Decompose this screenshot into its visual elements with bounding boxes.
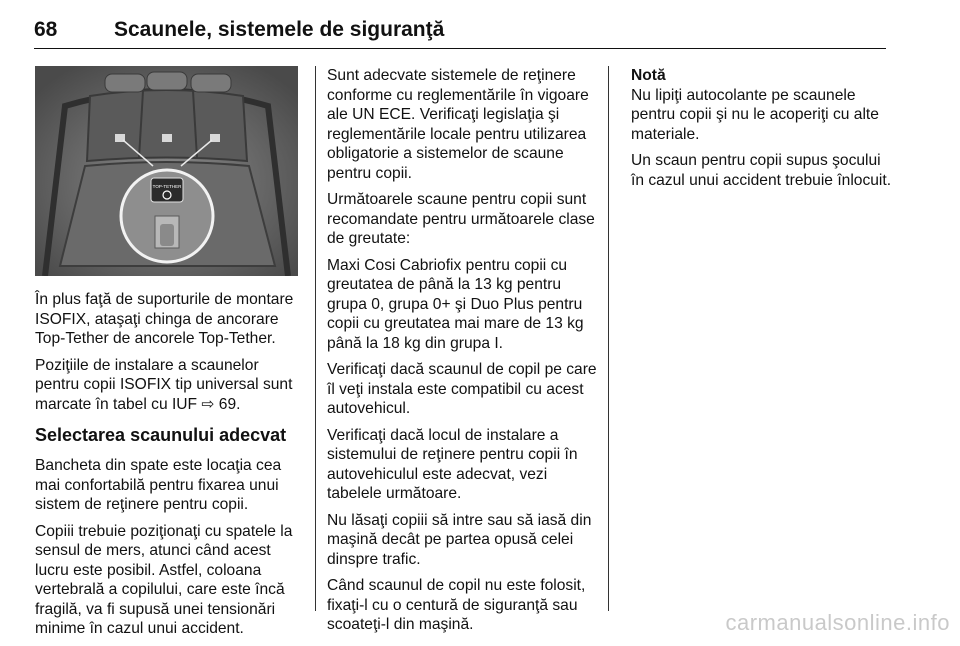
top-tether-badge-text: TOP-TETHER [152,184,182,189]
paragraph: Maxi Cosi Cabriofix pentru copii cu greutatea de până la 13 kg pentru grupa 0, grupa 0+ şi Duo Plus pentru copii cu greutatea mai mare de 13 kg până la 18 kg din grupa I. [327,256,584,352]
trunk-isofix-illustration [35,66,298,276]
paragraph: Când scaunul de copil nu este folosit, fixaţi-l cu o centură de siguranţă sau scoateţi-l din maşină. [327,577,586,633]
section-heading: Selectarea scaunului adecvat [35,425,287,445]
paragraph: Bancheta din spate este locaţia cea mai confortabilă pentru fixarea unui sistem de reţinere pentru copii. [35,457,282,513]
page-number: 68 [34,18,58,41]
paragraph: Nu lipiţi autocolante pe scaunele pentru copii şi nu le acoperiţi cu alte materiale. [631,86,879,143]
paragraph: Poziţiile de instalare a scaunelor pentru copii ISOFIX tip universal sunt marcate în tabel cu IUF ⇨ 69. [35,356,293,413]
column-middle [327,66,597,642]
paragraph: În plus faţă de suporturile de montare ISOFIX, ataşaţi chinga de ancorare Top-Tether de ancorele Top-Tether. [35,291,294,347]
paragraph: Următoarele scaune pentru copii sunt recomandate pentru următoarele clase de greutate: [327,191,595,247]
column-divider [608,66,609,611]
paragraph: Verificaţi dacă scaunul de copil pe care îl veţi instala este compatibil cu acest autovehicul. [327,361,597,417]
column-right [631,66,896,197]
note-title: Notă [631,67,666,84]
paragraph: Un scaun pentru copii supus şocului în cazul unui accident trebuie înlocuit. [631,152,892,189]
page-header [34,18,886,49]
paragraph: Verificaţi dacă locul de instalare a sistemului de reţinere pentru copii în autovehiculul este adecvat, vezi tabelele următoare. [327,426,578,502]
chapter-title: Scaunele, sistemele de siguranţă [114,18,445,41]
paragraph: Nu lăsaţi copiii să intre sau să iasă din maşină decât pe partea opusă celei dinspre trafic. [327,511,592,568]
column-divider [315,66,316,611]
paragraph: Sunt adecvate sistemele de reţinere conforme cu reglementările în vigoare ale UN ECE. Verificaţi legislaţia şi reglementările locale pentru utilizarea obligatorie a sistemelor de scaune pentru copii. [327,67,589,182]
trunk-illustration-svg [35,66,298,276]
site-watermark: carmanualsonline.info [725,610,950,635]
column-left [35,66,305,646]
paragraph: Copiii trebuie poziţionaţi cu spatele la sensul de mers, atunci când acest lucru este posibil. Astfel, coloana vertebrală a copilului, care este încă fragilă, va fi supusă unei tensionări minime în cazul unui accident. [35,522,293,637]
